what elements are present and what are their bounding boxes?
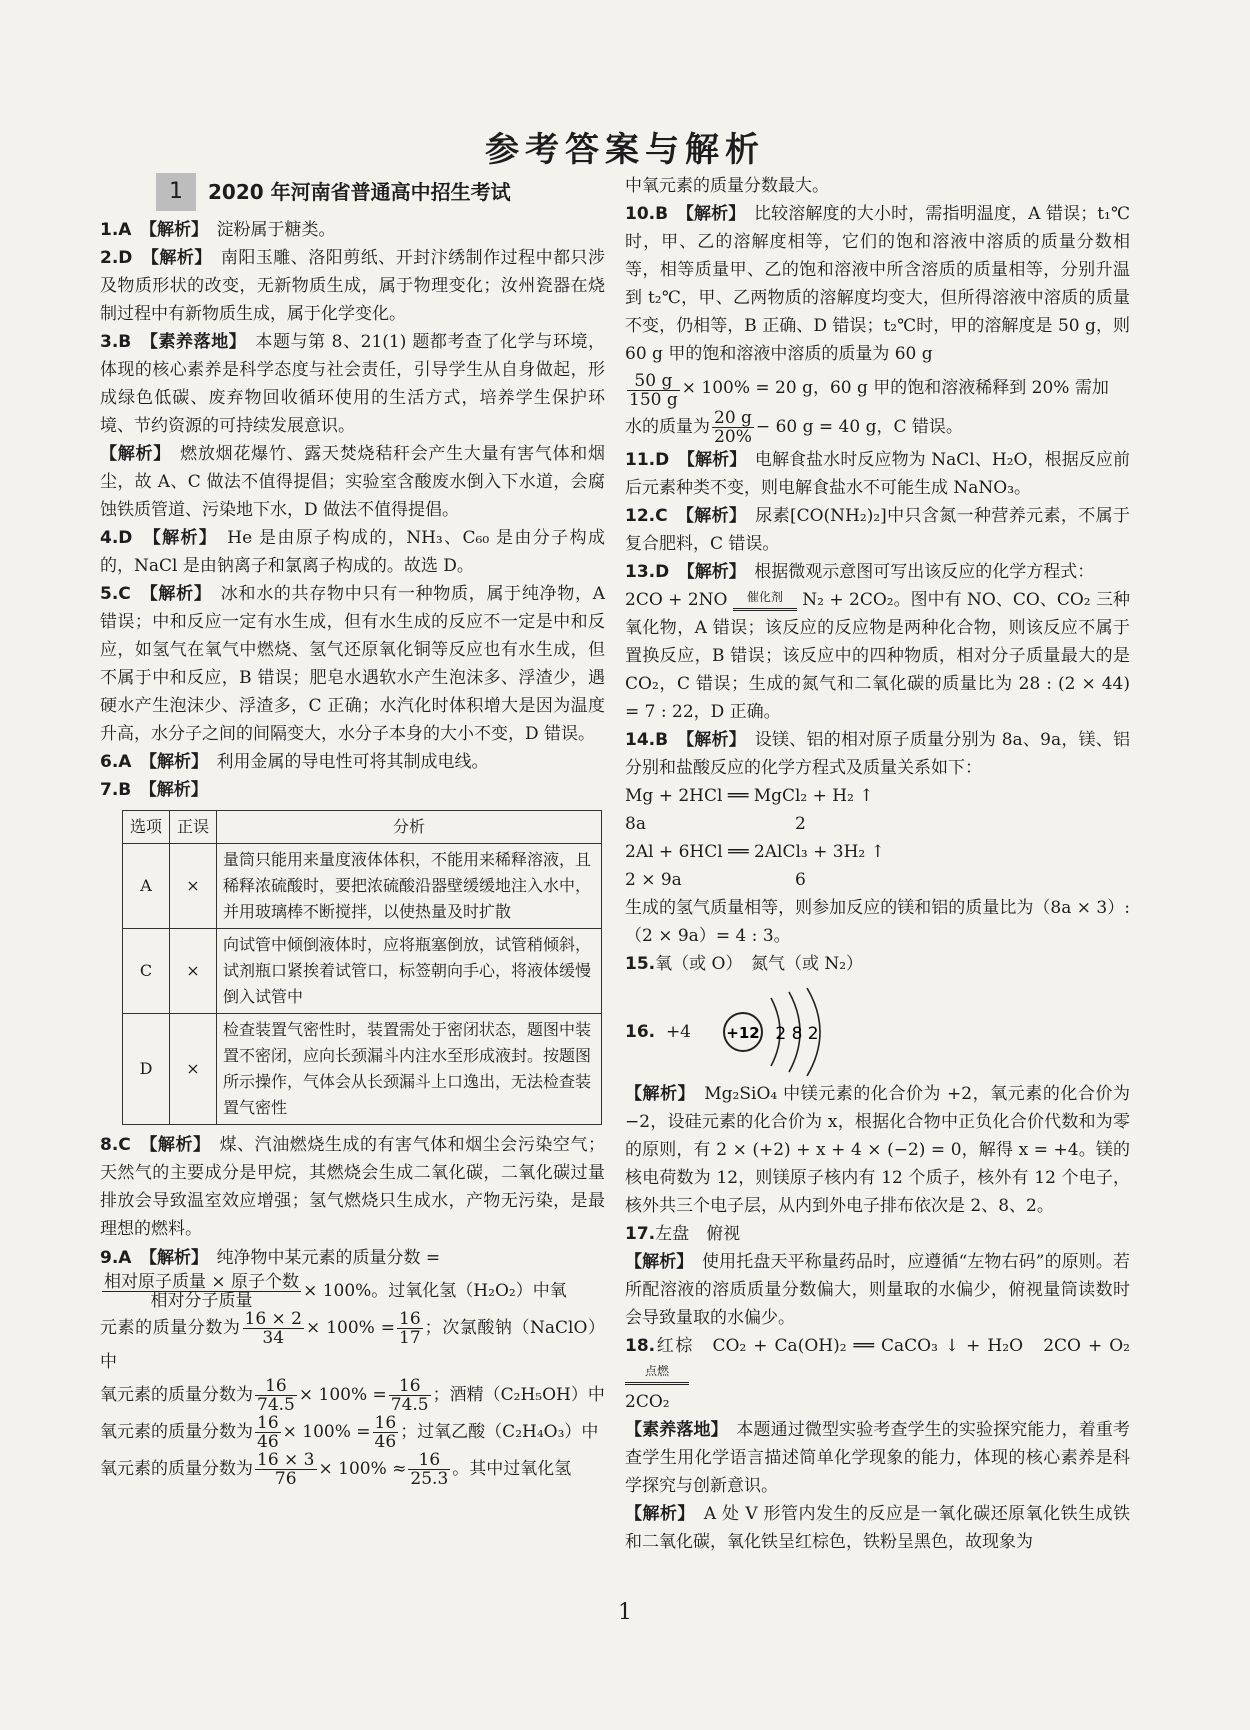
fraction: $\frac{\text{相对原子质量 × 原子个数}}{\text{相对分子质量}}$: [104, 1272, 300, 1311]
page-number: 1: [618, 1600, 632, 1625]
answer-4: 4.D 【解析】 He 是由原子构成的，NH₃、C₆₀ 是由分子构成的，NaCl 是由钠离子和氯离子构成的。故选 D。: [100, 528, 605, 576]
answer-9: 9.A 【解析】 纯净物中某元素的质量分数 = $\frac{\text{相对原子质量 × 原子个数}}{\text{相对分子质量}}$ × 100%。过氧化氢（H₂O₂）中氧 元素的质量分数为 $\frac{16 \times 2}{34}$ × 100% = $\frac{16}{17}$ ；次氯酸钠（NaClO）中 氧元素的质量分数为 $\frac{16}{74.5}$ × 100% = $\frac{16}{74.5}$ ；酒精（C₂H₅OH）中 氧元素的质量分数为 $\frac{16}{46}$ × 100% = $\frac{16}{46}$ ；过氧乙酸（C₂H₄O₃）中 氧元素的质量分数为 $\frac{16 \times 3}{76}$ × 100% ≈ $\frac{16}{25.3}$ 。其中过氧化氢: [100, 1248, 605, 1489]
section-title: 2020 年河南省普通高中招生考试: [208, 180, 511, 204]
answer-8: 8.C 【解析】 煤、汽油燃烧生成的有害气体和烟尘会污染空气；天然气的主要成分是甲烷，其燃烧会生成二氧化碳，二氧化碳过量排放会导致温室效应增强；氢气燃烧只生成水，产物无污染，是最理想的燃料。: [100, 1135, 606, 1239]
table-row: D × 检查装置气密性时，装置需处于密闭状态，题图中装置不密闭，应向长颈漏斗内注水至形成液封。按题图所示操作，气体会从长颈漏斗上口逸出，无法检查装置气密性: [123, 1014, 602, 1125]
answer-17: 17.左盘 俯视 【解析】 使用托盘天平称量药品时，应遵循“左物右码”的原则。若所配溶液的溶质质量分数偏大，则量取的水偏少，俯视量筒读数时会导致量取的水偏少。: [625, 1224, 1131, 1328]
left-column: [100, 172, 605, 1488]
page-title: 参考答案与解析: [485, 130, 765, 170]
answer-1: 1.A 【解析】 淀粉属于糖类。: [100, 220, 336, 240]
table-header: 正误: [170, 811, 217, 844]
answer-6: 6.A 【解析】 利用金属的导电性可将其制成电线。: [100, 752, 489, 772]
table-row: C × 向试管中倾倒液体时，应将瓶塞倒放，试管稍倾斜，试剂瓶口紧挨着试管口，标签朝向手心，将液体缓慢倒入试管中: [123, 929, 602, 1014]
section-number: 1: [156, 173, 196, 211]
table-header: 选项: [123, 811, 170, 844]
answer-7-table: [122, 810, 602, 1125]
answer-3: 3.B 【素养落地】 本题与第 8、21(1) 题都考查了化学与环境，体现的核心素养是科学态度与社会责任，引导学生从自身做起，形成绿色低碳、废弃物回收循环使用的生活方式，培养学生保护环境、节约资源的可持续发展意识。 【解析】 燃放烟花爆竹、露天焚烧秸秆会产生大量有害气体和烟尘，故 A、C 做法不值得提倡；实验室含酸废水倒入下水道，会腐蚀铁质管道、污染地下水，D 做法不值得提倡。: [100, 332, 606, 520]
answer-9-continued: 中氧元素的质量分数最大。: [625, 176, 829, 196]
answer-13: 13.D 【解析】 根据微观示意图可写出该反应的化学方程式： 2CO + 2NO 催化剂 N₂ + 2CO₂。图中有 NO、CO、CO₂ 三种氧化物，A 错误；该反应的反应物是两种化合物，则该反应不属于置换反应，B 错误；该反应中的四种物质，相对分子质量最大的是 CO₂，C 错误；生成的氮气和二氧化碳的质量比为 28 : (2 × 44) = 7 : 22，D 正确。: [625, 562, 1130, 722]
answer-2: 2.D 【解析】 南阳玉雕、洛阳剪纸、开封汴绣制作过程中都只涉及物质形状的改变，无新物质生成，属于物理变化；汝州瓷器在烧制过程中有新物质生成，属于化学变化。: [100, 248, 606, 324]
answer-14: 14.B 【解析】 设镁、铝的相对原子质量分别为 8a、9a，镁、铝分别和盐酸反应的化学方程式及质量关系如下： Mg + 2HCl ══ MgCl₂ + H₂ ↑ 8a 2 2Al + 6HCl ══ 2AlCl₃ + 3H₂ ↑ 2 × 9a 6 生成的氢气质量相等，则参加反应的镁和铝的质量比为（8a × 3）:（2 × 9a）= 4 : 3。: [625, 730, 1131, 946]
table-header: 分析: [217, 811, 602, 844]
answer-18: 18.红棕 CO₂ + Ca(OH)₂ ══ CaCO₃ ↓ + H₂O 2CO + O₂ 点燃 2CO₂ 【素养落地】 本题通过微型实验考查学生的实验探究能力，着重考查学生用化学语言描述简单化学现象的能力，体现的核心素养是科学探究与创新意识。 【解析】 A 处 V 形管内发生的反应是一氧化碳还原氧化铁生成铁和二氧化碳，氧化铁呈红棕色，铁粉呈黑色，故现象为: [625, 1336, 1131, 1552]
answer-10: 10.B 【解析】 比较溶解度的大小时，需指明温度，A 错误；t₁℃时，甲、乙的溶解度相等，它们的饱和溶液中溶质的质量分数相等，相等质量甲、乙的饱和溶液中所含溶质的质量相等，分别升温到 t₂℃，甲、乙两物质的溶解度均变大，但所得溶液中溶质的质量不变，仍相等，B 正确、D 错误；t₂℃时，甲的溶解度是 50 g，则 60 g 甲的饱和溶液中溶质的质量为 60 g $\frac{50 g}{150 g}$ × 100% = 20 g，60 g 甲的饱和溶液稀释到 20% 需加 水的质量为 $\frac{20 g}{20\%}$ − 60 g = 40 g，C 错误。: [625, 204, 1131, 447]
svg-text:+12: +12: [726, 1024, 760, 1042]
right-column: [625, 172, 1130, 1556]
answer-15: 15.氧（或 O） 氮气（或 N₂）: [625, 954, 864, 974]
svg-text:2 8 2: 2 8 2: [775, 1024, 819, 1044]
answer-12: 12.C 【解析】 尿素[CO(NH₂)₂]中只含氮一种营养元素，不属于复合肥料，C 错误。: [625, 506, 1131, 554]
table-row: A × 量筒只能用来量度液体体积，不能用来稀释溶液，且稀释浓硫酸时，要把浓硫酸沿器壁缓缓地注入水中，并用玻璃棒不断搅拌，以使热量及时扩散: [123, 844, 602, 929]
atom-structure-diagram: [713, 984, 863, 1080]
answer-7: 7.B 【解析】: [100, 780, 208, 800]
answer-11: 11.D 【解析】 电解食盐水时反应物为 NaCl、H₂O，根据反应前后元素种类不变，则电解食盐水不可能生成 NaNO₃。: [625, 450, 1131, 498]
answer-5: 5.C 【解析】 冰和水的共存物中只有一种物质，属于纯净物，A 错误；中和反应一定有水生成，但有水生成的反应不一定是中和反应，如氢气在氧气中燃烧、氢气还原氧化铜等反应也有水生成，但不属于中和反应，B 错误；肥皂水遇软水产生泡沫多、浮渣少，遇硬水产生泡沫少、浮渣多，C 正确；水汽化时体积增大是因为温度升高，水分子之间的间隔变大，水分子本身的大小不变，D 错误。: [100, 584, 606, 744]
answer-16: 16. +4 +12 2 8 2 【解析】 Mg₂SiO₄ 中镁元素的化合价为 +2，氧元素的化合价为 −2，设硅元素的化合价为 x，根据化合物中正负化合价代数和为零的原则，有 2 × (+2) + x + 4 × (−2) = 0，解得 x = +4。镁的核电荷数为 12，则镁原子核内有 12 个质子，核外有 12 个电子，核外共三个电子层，从内到外电子排布依次是 2、8、2。: [625, 984, 1130, 1220]
section-header: [100, 172, 605, 212]
